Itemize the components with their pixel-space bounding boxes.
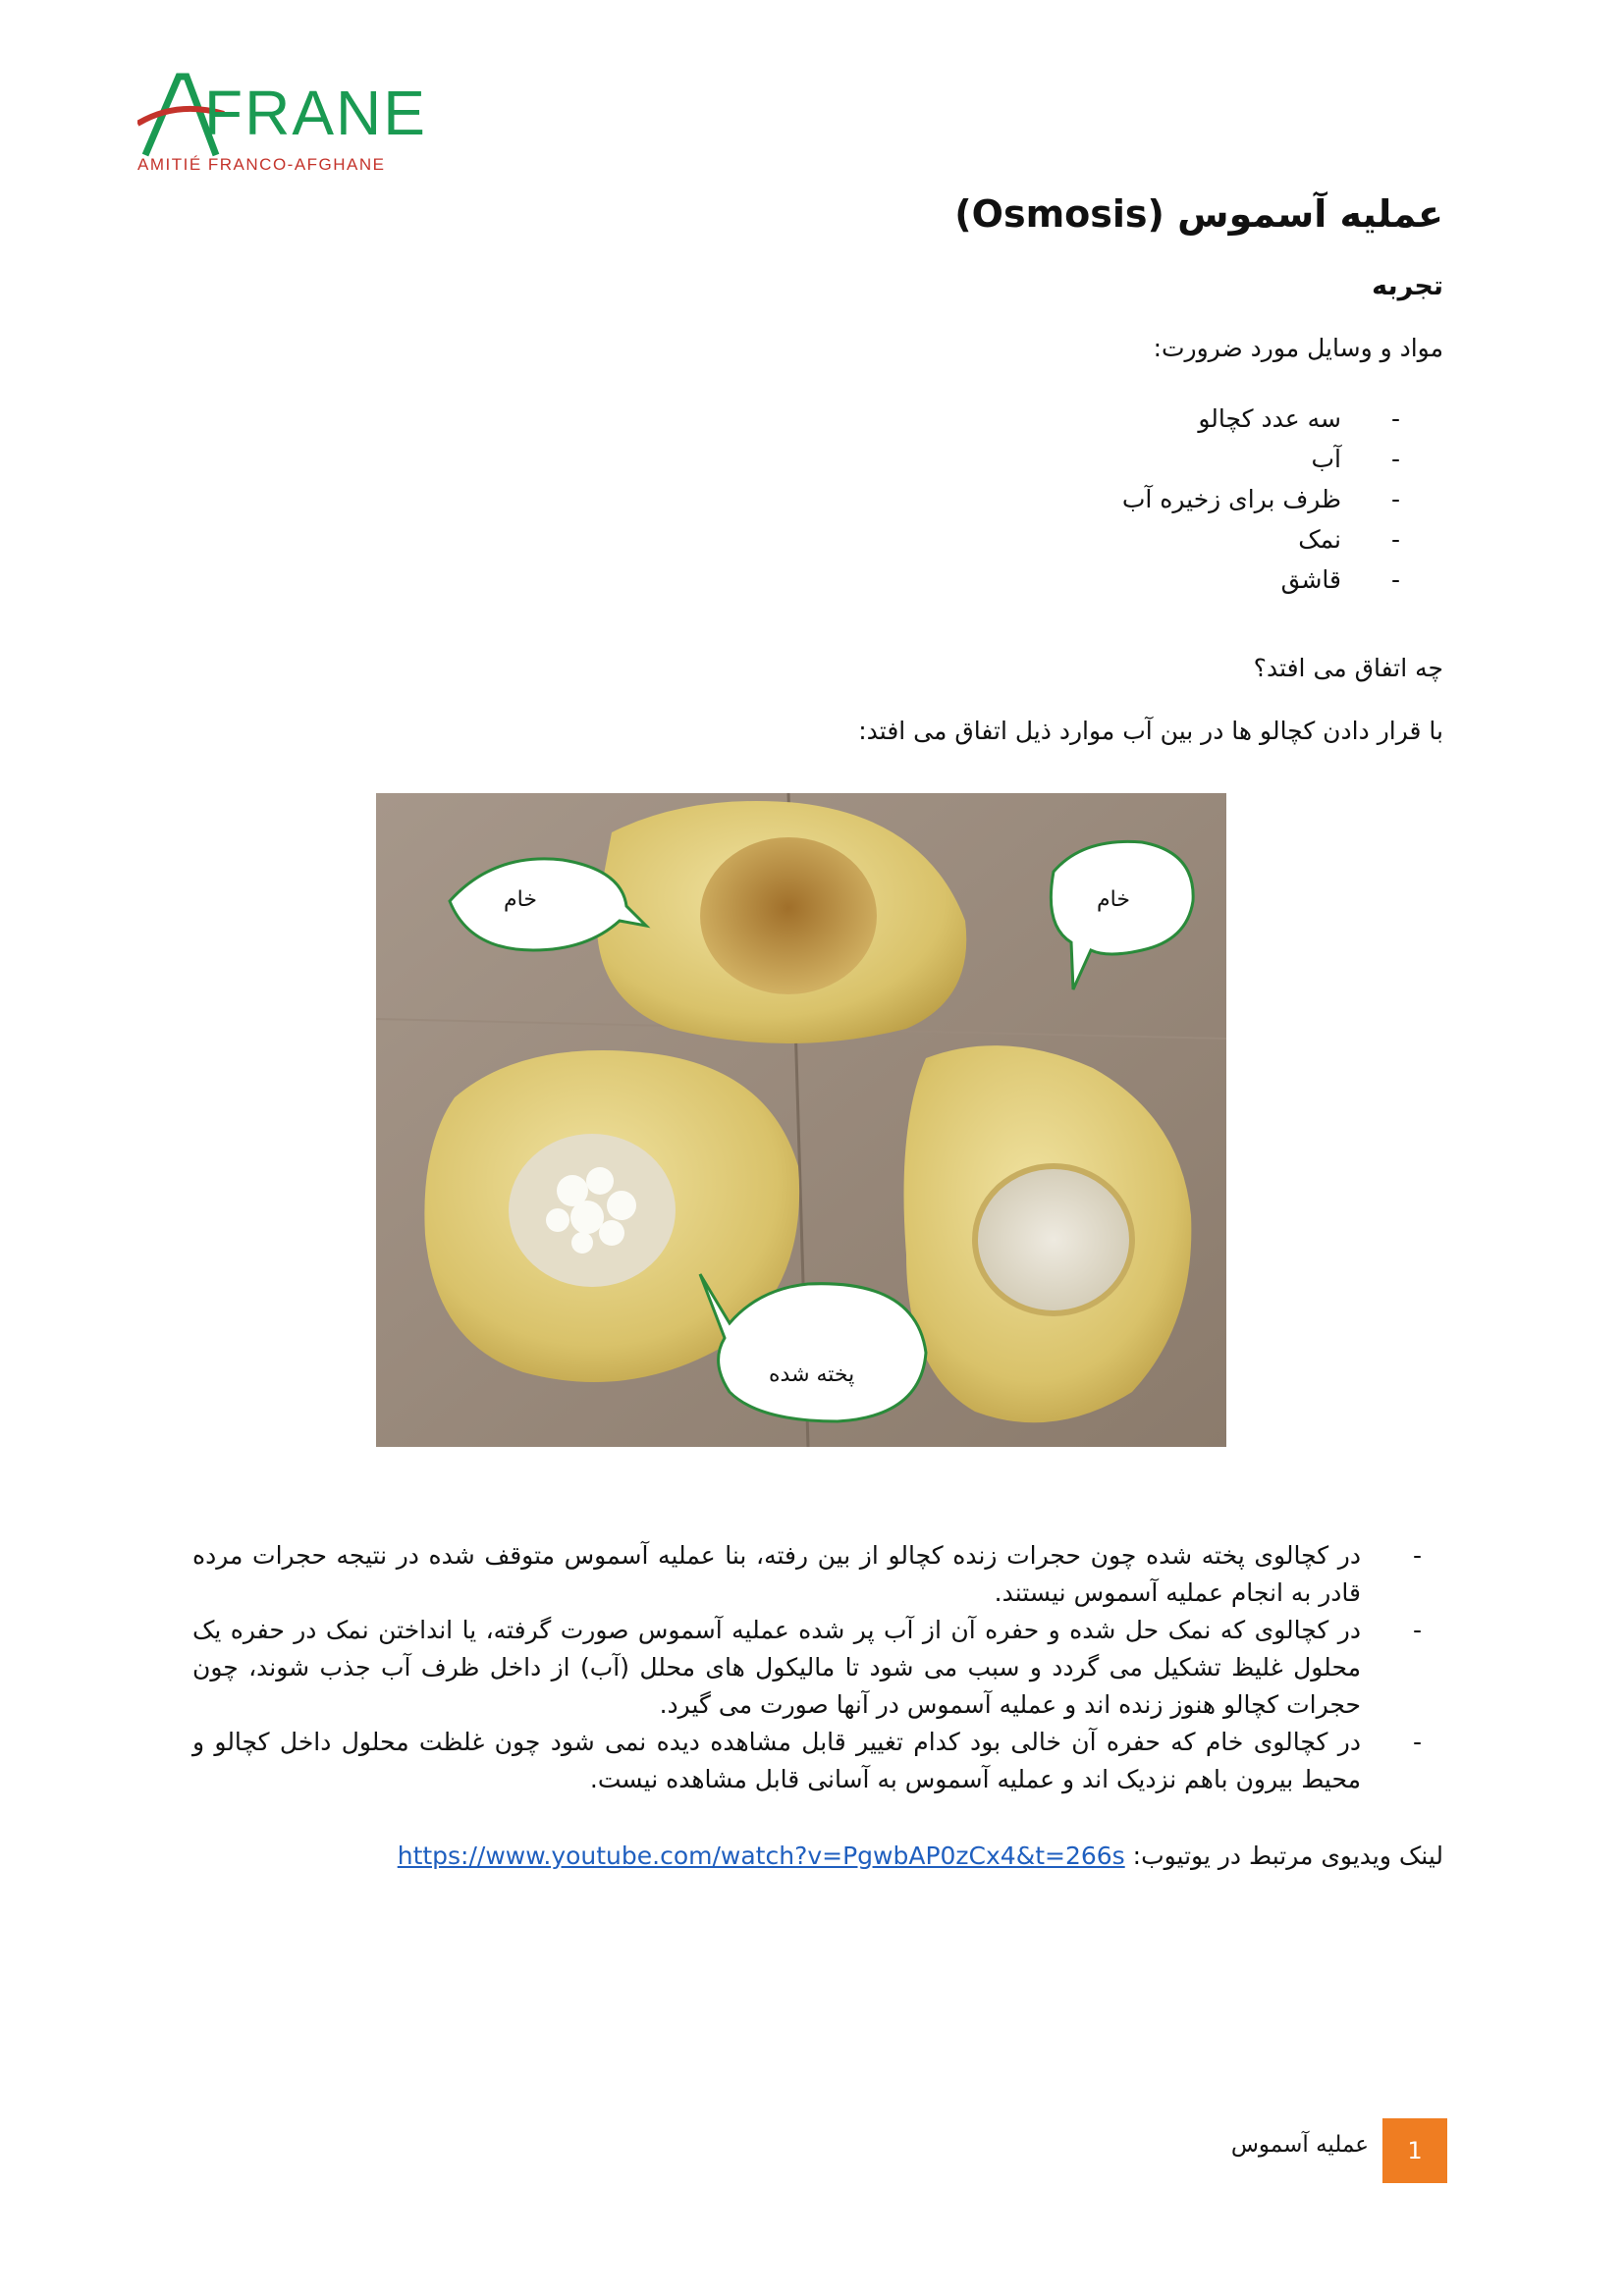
video-link-line [398,1842,1443,1870]
list-item: - سه عدد کچالو [1122,399,1400,439]
list-item: - در کچالوی پخته شده چون حجرات زنده کچالو از بین رفته، بنا عملیه آسموس متوقف شده در نتیجه حجرات مرده قادر به انجام عملیه آسموس نیستند. [192,1537,1379,1612]
question-intro: با قرار دادن کچالو ها در بین آب موارد ذیل اتفاق می افتد: [858,717,1443,745]
page-number: 1 [1382,2118,1447,2183]
potato-experiment-photo [376,793,1226,1447]
list-item: - آب [1122,439,1400,479]
page-title: عملیه آسموس (Osmosis) [954,192,1443,236]
materials-list [1122,399,1400,600]
label-raw-right: خام [1097,887,1130,912]
list-item: - در کچالوی خام که حفره آن خالی بود کدام تغییر قابل مشاهده دیده نمی شود چون غلظت محلول داخل کچالو و محیط بیرون باهم نزدیک اند و عملیه آسموس به آسانی قابل مشاهده نیست. [192,1724,1379,1798]
list-item: - در کچالوی که نمک حل شده و حفره آن از آب پر شده عملیه آسموس صورت گرفته، یا انداختن نمک در حفره یک محلول غلیظ تشکیل می گردد و سبب می شود تا مالیکول های محلل (آب) از داخل ظرف آب جذب شوند، چون حجرات کچالو هنوز زنده اند و عملیه آسموس در آنها صورت می گیرد. [192,1612,1379,1724]
label-cooked: پخته شده [769,1362,855,1387]
list-item: - قاشق [1122,560,1400,600]
section-heading: تجربه [1372,271,1443,301]
video-link-label: لینک ویدیوی مرتبط در یوتیوب: [1132,1842,1443,1870]
footer-label: عملیه آسموس [1230,2132,1369,2158]
logo-subtitle: AMITIÉ FRANCO-AFGHANE [137,155,386,174]
results-list [192,1537,1379,1798]
logo-word: FRANE [204,78,427,148]
youtube-link[interactable]: https://www.youtube.com/watch?v=PgwbAP0zCx4&t=266s [397,1842,1125,1870]
list-item: - ظرف برای زخیره آب [1122,479,1400,519]
question-heading: چه اتفاق می افتد؟ [1253,654,1443,682]
afrane-logo [137,71,427,179]
list-item: - نمک [1122,519,1400,560]
materials-heading: مواد و وسایل مورد ضرورت: [1153,334,1443,362]
label-raw-top: خام [504,887,537,912]
